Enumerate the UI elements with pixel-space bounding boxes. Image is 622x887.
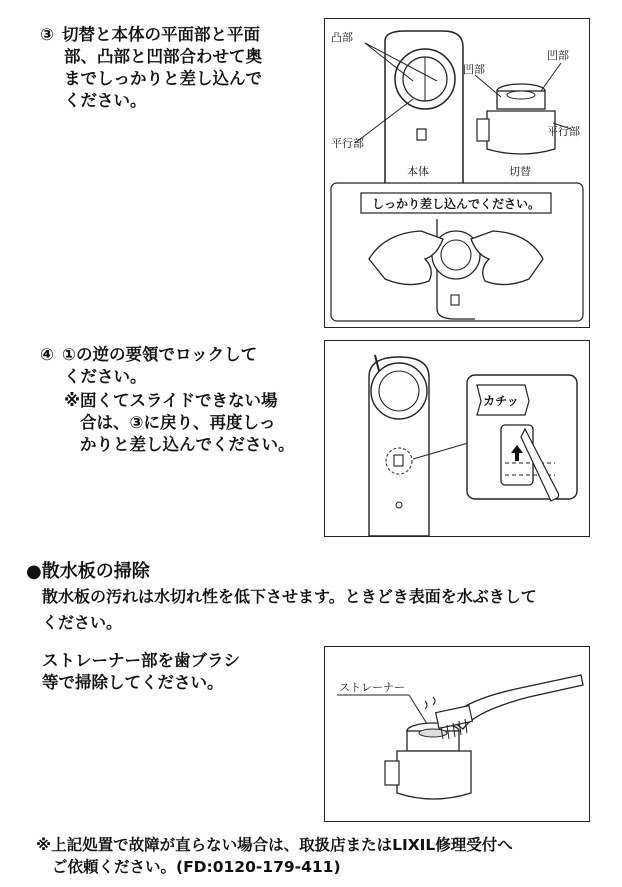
step3-line-1: 切替と本体の平面部と平面 (62, 25, 260, 44)
figure-strainer-illustration (325, 647, 589, 821)
section-intro-line-2: ください。 (42, 613, 123, 632)
label-flat-left: 平行部 (331, 137, 364, 150)
step4-line-1: ①の逆の要領でロックして (62, 345, 258, 364)
step3-number: ③ (40, 25, 54, 44)
step4-note-line-2: 合は、③に戻り、再度しっ (80, 413, 276, 432)
click-label: カチッ (483, 394, 519, 408)
step4-line-2: ください。 (64, 367, 147, 386)
section-bullet: ● (26, 561, 42, 582)
step4-note-line-3: かりと差し込んでください。 (80, 435, 295, 454)
figure-step3 (324, 18, 590, 328)
strainer-line-1: ストレーナー部を歯ブラシ (42, 651, 240, 670)
section-intro-line-1: 散水板の汚れは水切れ性を低下させます。ときどき表面を水ぶきして (42, 587, 537, 606)
section-intro (42, 584, 612, 636)
section-heading (26, 557, 150, 583)
caption-body: 本体 (407, 165, 429, 178)
figure-strainer (324, 646, 590, 822)
step3-line-4: ください。 (64, 91, 147, 110)
strainer-instruction (42, 650, 302, 694)
figure-step4-illustration (325, 341, 589, 536)
footer-line-1: ※上記処置で故障が直らない場合は、取扱店またはLIXIL修理受付へ (36, 836, 513, 854)
step4-number: ④ (40, 345, 54, 364)
label-flat-right: 平行部 (547, 125, 580, 138)
step4-text (40, 344, 315, 456)
label-strainer: ストレーナー (339, 681, 405, 694)
label-concave: 凹部 (463, 63, 485, 76)
section-title: 散水板の掃除 (41, 561, 150, 582)
footer-line-2: ご依頼ください。(FD:0120-179-411) (52, 858, 341, 876)
callout-insert: しっかり差し込んでください。 (371, 197, 541, 211)
step3-line-2: 部、凸部と凹部合わせて奥 (64, 47, 262, 66)
figure-step4 (324, 340, 590, 537)
label-concave-right: 凹部 (547, 49, 569, 62)
strainer-line-2: 等で掃除してください。 (42, 673, 224, 692)
label-convex: 凸部 (331, 31, 353, 44)
step4-note-line-1: ※固くてスライドできない場 (64, 391, 278, 410)
footer-note (36, 834, 616, 878)
caption-switch: 切替 (509, 165, 531, 178)
step3-line-3: までしっかりと差し込んで (64, 69, 262, 88)
step3-text (40, 24, 300, 112)
figure-step3-illustration (325, 19, 589, 327)
